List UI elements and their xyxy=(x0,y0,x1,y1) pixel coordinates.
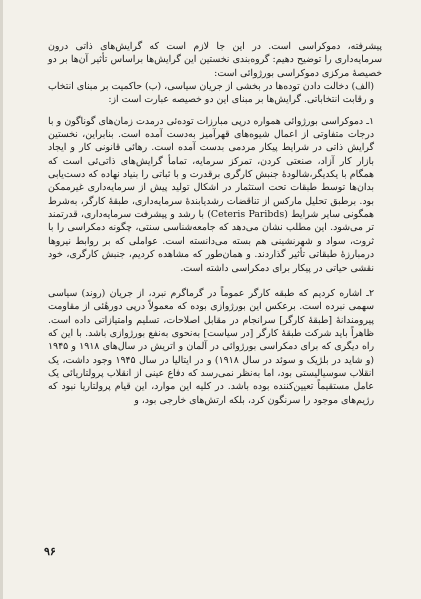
page-edge-shadow xyxy=(0,0,3,599)
paragraph-point-2: ۲ـ اشاره کردیم که طبقه کارگر عموماً در گرماگرم نبرد، از جریان (روند) سیاسی سهمی نبرده است. برعکس این بورژوازی بوده که معمولاً درپی دورهٔئی از مقاومت پیرومندانهٔ [طبقهٔ کارگر] سرانجام در مقابل اصلاحات، تسلیم وامتیازاتی داده است. ظاهراً باید شرکت طبقهٔ کارگر [در سیاست] به‌نحوی به‌نفع بورژوازی باشد. با این که راه دیگری که برای دمکراسی بورژوائی در آلمان و اتریش در سال‌های ۱۹۱۸ و ۱۹۴۵ (و شاید در بلژیک و سوئد در سال ۱۹۱۸) و در ایتالیا در سال ۱۹۴۵ وجود داشت، یک انقلاب سوسیالیستی بود، اما به‌نظر نمی‌رسد که دفاع عینی از انقلاب پرولتاریائی یک عامل مستقیماً تعیین‌کننده بوده باشد. در کلیه این موارد، این قیام پرولتاریا نبود که رژیم‌های موجود را سرنگون کرد، بلکه ارتش‌های خارجی بود، و xyxy=(48,287,374,406)
paragraph-characteristics: (الف) دخالت دادن توده‌ها در بخشی از جریان سیاسی، (ب) حاکمیت بر مبنای انتخاب و رقابت انتخاباتی. گرایش‌ها بر مبنای این دو خصیصه عبارت است از: xyxy=(48,81,374,106)
page-number: ۹۶ xyxy=(44,545,56,558)
paragraph-point-1: ۱ـ دموکراسی بورژوائی همواره درپی مبارزات توده‌ئی درمدت زمان‌های گوناگون و با درجات متفاوتی از اعمال شیوه‌های قهرآمیز به‌دست آمده است. بنابراین، نخستین گرایش ذاتی در شرایط پیکار مردمی بدست آمده است. رهائی قانونی کار و ایجاد بازار کار آزاد، صنعتی کردن، تمرکز سرمایه، تمامأ گرایش‌های ذاتی‌ئی است که همگام با یکدیگر،شالودهٔ جنبش کارگری برقدرت و با ثباتی را بنیاد نهاده که دست‌یابی بدان‌ها توسط طبقات تحت استثمار در اشکال تولید پیش از سرمایه‌داری غیرممکن بود. برطبق تحلیل مارکس از تناقضات رشدیابندهٔ سرمایه‌داری، طبقهٔ کارگر، به‌شرط همگونی سایر شرایط (Ceteris Paribds) با رشد و پیشرفت سرمایه‌داری، قدرتمند تر می‌شود. این مطلب نشان می‌دهد که جامعه‌شناسی سنتی، چگونه دمکراسی را با ثروت، سواد و شهرنشینی هم بسته می‌دانسته است. عواملی که بر روابط نیروها درمبارزهٔ طبقاتی تأثیر گذاردند. و همان‌طور که مشاهده کردیم، جنبش کارگری، خود نقشی حیاتی در پیکار برای دمکراسی داشته است. xyxy=(48,115,374,274)
body-text xyxy=(48,40,382,407)
paragraph-intro: پیشرفته، دموکراسی است. در این جا لازم است که گرایش‌های ذاتی درون سرمایه‌داری را توضیح دهیم: گروه‌بندی نخستین این گرایش‌ها براساس تأثیر آن‌ها بر دو خصیصهٔ مرکزی دموکراسی بورژوائی است: xyxy=(48,41,382,79)
